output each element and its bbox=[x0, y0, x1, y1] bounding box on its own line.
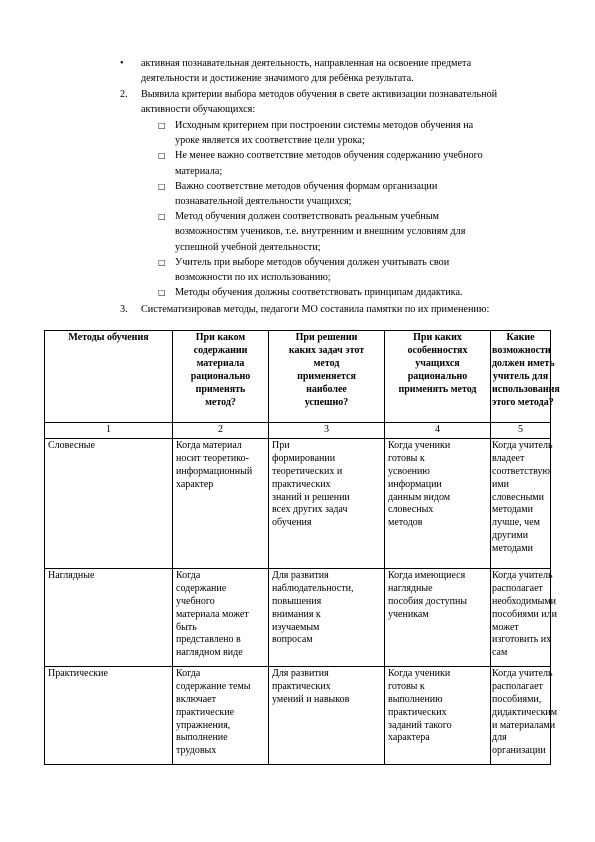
header-line: каких задач этот bbox=[288, 344, 365, 356]
methods-table bbox=[44, 330, 560, 765]
cell-line: наглядные bbox=[388, 582, 433, 594]
cell-line: обучения bbox=[272, 517, 312, 529]
criteria-item bbox=[158, 209, 558, 255]
cell-line: пособия доступны bbox=[388, 595, 468, 607]
cell-line: располагает bbox=[492, 582, 543, 594]
cell-line: располагает bbox=[492, 680, 543, 692]
text-line: Метод обучения должен соответствовать реальным учебным bbox=[175, 211, 440, 223]
cell-line: учебного bbox=[176, 595, 215, 607]
header-line: наиболее bbox=[306, 383, 347, 395]
column-number: 5 bbox=[491, 423, 551, 439]
cell-line: организации bbox=[492, 745, 546, 757]
cell-line: наблюдательности, bbox=[272, 582, 354, 594]
text-line: Исходным критерием при построении системы методов обучения на bbox=[175, 120, 474, 131]
text-line: уроке является их соответствие цели урока; bbox=[175, 135, 365, 147]
square-bullet-icon: □ bbox=[158, 212, 166, 222]
header-line: Какие bbox=[506, 332, 535, 343]
cell-line: теоретических и bbox=[272, 465, 343, 477]
cell-line: соответствую bbox=[492, 465, 550, 477]
table-number-row bbox=[45, 423, 551, 439]
item-number: 2. bbox=[120, 89, 128, 100]
header-line: содержании bbox=[193, 344, 248, 356]
header-line: особенностях bbox=[407, 344, 468, 356]
method-cell bbox=[45, 666, 173, 764]
header-line: Методы обучения bbox=[68, 332, 149, 343]
cell-line: практических bbox=[388, 706, 447, 718]
item-text bbox=[141, 87, 560, 117]
cell-line: словесными bbox=[492, 491, 544, 503]
cell-line: знаний и решении bbox=[272, 491, 350, 503]
method-cell bbox=[45, 438, 173, 568]
column-number: 1 bbox=[45, 423, 173, 439]
cell-line: заданий такого bbox=[388, 719, 452, 731]
teacher-cell bbox=[491, 666, 558, 764]
header-line: должен иметь bbox=[492, 357, 555, 369]
square-bullet-icon: □ bbox=[158, 151, 166, 161]
text-line: Методы обучения должны соответствовать принципам дидактика. bbox=[175, 287, 463, 299]
text-line: успешной учебной деятельности; bbox=[175, 241, 321, 253]
cell-line: Словесные bbox=[48, 439, 95, 451]
teacher-cell bbox=[491, 568, 557, 666]
cell-line: практических bbox=[272, 680, 331, 692]
bullet-marker: • bbox=[120, 58, 124, 69]
numbered-item-2 bbox=[120, 87, 560, 117]
cell-line: изготовить их bbox=[492, 634, 552, 646]
cell-line: для bbox=[492, 732, 507, 744]
header-line: успешно? bbox=[304, 396, 349, 408]
text-line: возможности по их использованию; bbox=[175, 271, 331, 283]
text-line: активная познавательная деятельность, направленная на освоение предмета bbox=[141, 58, 472, 69]
cell-line: Когда ученики bbox=[388, 667, 451, 679]
cell-line: информации bbox=[388, 478, 442, 490]
header-line: учащихся bbox=[415, 357, 460, 369]
cell-line: пособиями или bbox=[492, 608, 557, 620]
item-number: 3. bbox=[120, 304, 128, 315]
cell-line: Когда учитель bbox=[492, 569, 553, 581]
bullet-text bbox=[141, 56, 560, 86]
criteria-item bbox=[158, 148, 558, 178]
students-cell bbox=[385, 438, 491, 568]
cell-line: формировании bbox=[272, 452, 336, 464]
header-line: возможности bbox=[492, 344, 551, 356]
cell-line: характера bbox=[388, 732, 430, 744]
cell-line: Когда bbox=[176, 569, 201, 581]
cell-line: ими bbox=[492, 478, 510, 490]
header-line: рационально bbox=[190, 370, 251, 382]
cell-line: выполнению bbox=[388, 693, 443, 705]
cell-line: быть bbox=[176, 621, 197, 633]
cell-line: трудовых bbox=[176, 745, 217, 757]
cell-line: умений и навыков bbox=[272, 693, 350, 705]
header-line: применяется bbox=[297, 370, 356, 382]
column-number: 4 bbox=[385, 423, 491, 439]
criteria-item bbox=[158, 118, 558, 148]
cell-line: ученикам bbox=[388, 608, 429, 620]
header-line: применять bbox=[195, 383, 246, 395]
teacher-cell bbox=[491, 438, 551, 568]
cell-line: может bbox=[492, 621, 519, 633]
cell-line: информационный bbox=[176, 465, 253, 477]
text-line: Не менее важно соответствие методов обучения содержанию учебного bbox=[175, 150, 483, 162]
header-line: использования bbox=[492, 383, 560, 395]
students-cell bbox=[385, 568, 491, 666]
cell-line: методов bbox=[388, 517, 423, 529]
cell-line: необходимыми bbox=[492, 595, 556, 607]
table-row bbox=[45, 666, 551, 764]
header-line: учитель для bbox=[492, 370, 549, 382]
cell-line: упражнения, bbox=[176, 719, 231, 731]
text-line: Учитель при выборе методов обучения должен учитывать свои bbox=[175, 256, 450, 268]
cell-line: выполнение bbox=[176, 732, 228, 744]
cell-line: методами bbox=[492, 504, 533, 516]
cell-line: Для развития bbox=[272, 667, 329, 679]
cell-line: лучше, чем bbox=[492, 517, 540, 529]
text-line: активности обучающихся: bbox=[141, 104, 256, 116]
cell-line: владеет bbox=[492, 452, 525, 464]
criteria-item bbox=[158, 285, 558, 300]
header-cell-methods bbox=[45, 331, 173, 423]
header-line: метод bbox=[313, 357, 340, 369]
tasks-cell bbox=[269, 568, 385, 666]
table-row bbox=[45, 568, 551, 666]
cell-line: всех других задач bbox=[272, 504, 348, 516]
cell-line: содержание темы bbox=[176, 680, 251, 692]
text-line: Выявила критерии выбора методов обучения в свете активизации познавательной bbox=[141, 89, 498, 100]
cell-line: Когда материал bbox=[176, 439, 242, 451]
cell-line: Когда bbox=[176, 667, 201, 679]
cell-line: словесных bbox=[388, 504, 434, 516]
numbered-item-3 bbox=[120, 302, 560, 317]
cell-line: Когда учитель bbox=[492, 439, 553, 451]
cell-line: и материалами bbox=[492, 719, 556, 731]
header-line: рационально bbox=[407, 370, 468, 382]
content-cell bbox=[173, 568, 269, 666]
method-cell bbox=[45, 568, 173, 666]
cell-line: готовы к bbox=[388, 680, 425, 692]
cell-line: При bbox=[272, 439, 290, 451]
cell-line: материала может bbox=[176, 608, 249, 620]
cell-line: готовы к bbox=[388, 452, 425, 464]
cell-line: Когда ученики bbox=[388, 439, 451, 451]
cell-line: наглядном виде bbox=[176, 647, 243, 659]
tasks-cell bbox=[269, 438, 385, 568]
header-cell-teacher bbox=[491, 331, 560, 423]
header-line: При решении bbox=[295, 332, 358, 343]
square-bullet-icon: □ bbox=[158, 121, 166, 130]
cell-line: другими bbox=[492, 530, 529, 542]
header-cell-tasks bbox=[269, 331, 385, 423]
cell-line: методами bbox=[492, 543, 533, 555]
cell-line: Для развития bbox=[272, 569, 329, 581]
cell-line: внимания к bbox=[272, 608, 321, 620]
text-line: Важно соответствие методов обучения формам организации bbox=[175, 180, 438, 192]
criteria-item bbox=[158, 255, 558, 285]
cell-line: практические bbox=[176, 706, 235, 718]
cell-line: данным видом bbox=[388, 491, 451, 503]
criteria-item bbox=[158, 179, 558, 209]
table-row bbox=[45, 438, 551, 568]
column-number: 2 bbox=[173, 423, 269, 439]
tasks-cell bbox=[269, 666, 385, 764]
cell-line: усвоению bbox=[388, 465, 430, 477]
cell-line: представлено в bbox=[176, 634, 241, 646]
square-bullet-icon: □ bbox=[158, 257, 166, 267]
header-line: материала bbox=[196, 357, 245, 369]
cell-line: характер bbox=[176, 478, 214, 490]
text-line: деятельности и достижение значимого для ребёнка результата. bbox=[141, 73, 414, 85]
cell-line: пособиями, bbox=[492, 693, 542, 705]
cell-line: практических bbox=[272, 478, 331, 490]
text-line: материала; bbox=[175, 165, 223, 177]
item-text bbox=[141, 302, 560, 317]
header-cell-content bbox=[173, 331, 269, 423]
bullet-item bbox=[120, 56, 560, 86]
square-bullet-icon: □ bbox=[158, 181, 166, 191]
column-number: 3 bbox=[269, 423, 385, 439]
header-line: этого метода? bbox=[492, 396, 554, 408]
text-line: Систематизировав методы, педагоги МО составила памятки по их применению: bbox=[141, 304, 490, 315]
cell-line: изучаемым bbox=[272, 621, 320, 633]
header-line: метод? bbox=[205, 396, 236, 408]
cell-line: Наглядные bbox=[48, 569, 95, 581]
cell-line: вопросам bbox=[272, 634, 313, 646]
cell-line: включает bbox=[176, 693, 216, 705]
content-cell bbox=[173, 666, 269, 764]
cell-line: носит теоретико- bbox=[176, 452, 249, 464]
cell-line: дидактическим bbox=[492, 706, 558, 718]
square-bullet-icon: □ bbox=[158, 288, 166, 298]
header-line: При каком bbox=[195, 332, 246, 343]
header-cell-students bbox=[385, 331, 491, 423]
cell-line: повышения bbox=[272, 595, 322, 607]
cell-line: сам bbox=[492, 647, 508, 659]
cell-line: Когда учитель bbox=[492, 667, 553, 679]
table-header-row bbox=[45, 331, 551, 423]
criteria-list bbox=[158, 118, 558, 300]
header-line: При каких bbox=[413, 332, 462, 343]
header-line: применять метод bbox=[398, 383, 477, 395]
text-line: познавательной деятельности учащихся; bbox=[175, 195, 352, 207]
text-line: возможностям учеников, т.е. внутренним и внешним условиям для bbox=[175, 226, 466, 238]
cell-line: Когда имеющиеся bbox=[388, 569, 466, 581]
cell-line: содержание bbox=[176, 582, 227, 594]
content-cell bbox=[173, 438, 269, 568]
students-cell bbox=[385, 666, 491, 764]
cell-line: Практические bbox=[48, 667, 108, 679]
